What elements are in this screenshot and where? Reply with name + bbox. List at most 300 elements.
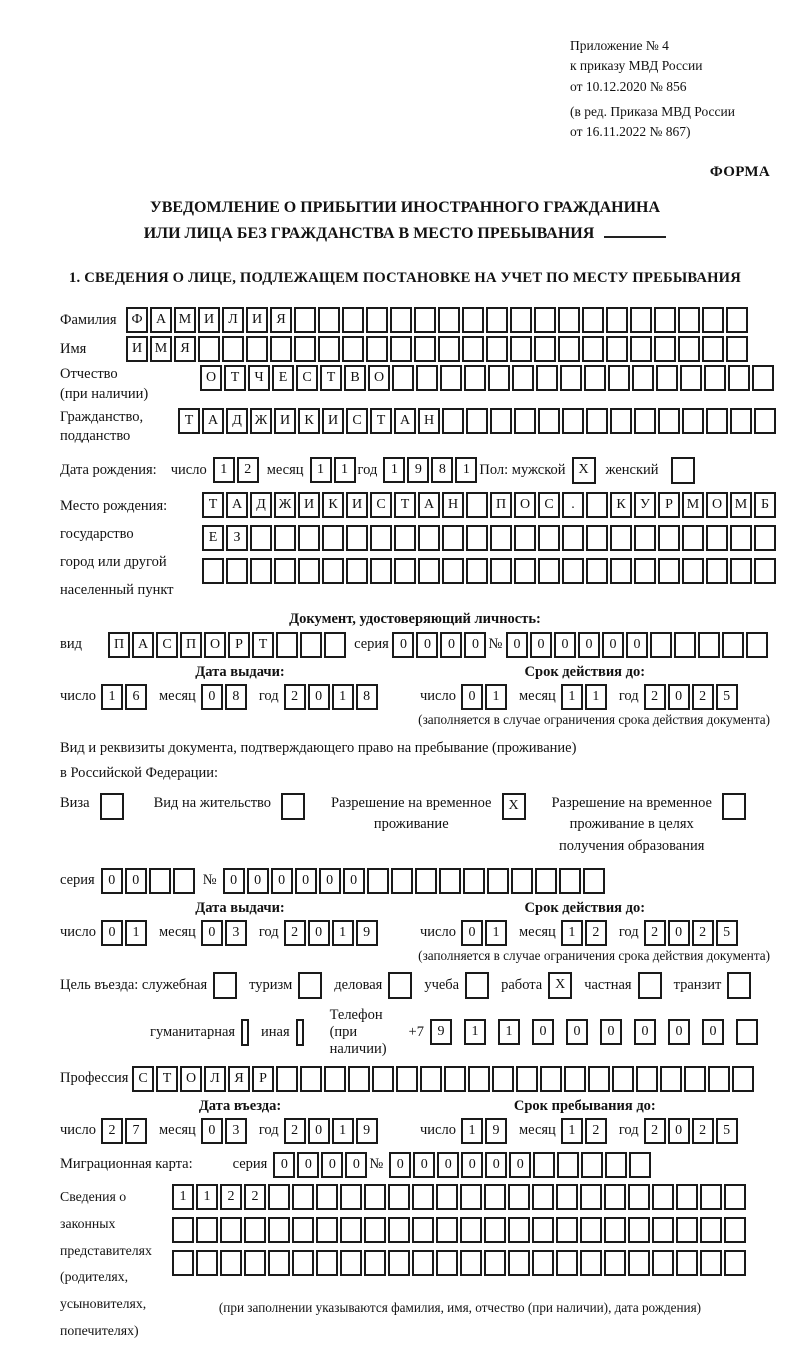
char-cell bbox=[682, 558, 704, 584]
name-label: Имя bbox=[60, 340, 87, 357]
char-cell bbox=[316, 1184, 338, 1210]
char-cell bbox=[412, 1217, 434, 1243]
char-cell: 0 bbox=[461, 684, 483, 710]
char-cell: 0 bbox=[295, 868, 317, 894]
char-cell bbox=[652, 1217, 674, 1243]
char-cell bbox=[342, 336, 364, 362]
name-cells bbox=[126, 336, 750, 362]
expiry-year-cells bbox=[644, 684, 740, 710]
phone-prefix: +7 bbox=[408, 1023, 424, 1040]
char-cell: 6 bbox=[125, 684, 147, 710]
char-cell bbox=[708, 1066, 730, 1092]
char-cell bbox=[348, 1066, 370, 1092]
char-cell: И bbox=[346, 492, 368, 518]
char-cell bbox=[580, 1250, 602, 1276]
char-cell bbox=[680, 365, 702, 391]
char-cell bbox=[652, 1250, 674, 1276]
char-cell: М bbox=[730, 492, 752, 518]
expiry-date-heading: Срок действия до: bbox=[524, 663, 646, 680]
char-cell bbox=[580, 1217, 602, 1243]
char-cell bbox=[630, 336, 652, 362]
char-cell bbox=[436, 1217, 458, 1243]
char-cell: 0 bbox=[125, 868, 147, 894]
sex-male-label: Пол: мужской bbox=[479, 461, 566, 478]
edu-permit-checkbox bbox=[722, 793, 746, 820]
sex-female-label: женский bbox=[605, 461, 659, 478]
char-cell bbox=[676, 1184, 698, 1210]
edu-permit-label: Разрешение на временное проживание в целях получения образования bbox=[551, 794, 712, 854]
char-cell bbox=[722, 632, 744, 658]
char-cell bbox=[460, 1217, 482, 1243]
char-cell: 1 bbox=[498, 1019, 520, 1045]
sex-female-checkbox bbox=[671, 457, 695, 484]
char-cell bbox=[728, 365, 750, 391]
char-cell: 0 bbox=[392, 632, 414, 658]
char-cell: 2 bbox=[101, 1118, 123, 1144]
char-cell: И bbox=[274, 408, 296, 434]
patronymic-label: Отчество (при наличии) bbox=[60, 366, 149, 402]
char-cell bbox=[700, 1184, 722, 1210]
char-cell bbox=[390, 336, 412, 362]
char-cell bbox=[586, 408, 608, 434]
char-cell: 1 bbox=[101, 684, 123, 710]
birthdate-label: Дата рождения: bbox=[60, 461, 157, 478]
char-cell: 0 bbox=[273, 1152, 295, 1178]
char-cell: 0 bbox=[668, 1118, 690, 1144]
char-cell: С bbox=[156, 632, 178, 658]
purpose-private-label: частная bbox=[584, 976, 632, 993]
representatives-label: Сведения о законных представителях (родителях, усыновителях, попечителях) bbox=[60, 1188, 152, 1339]
char-cell: С bbox=[370, 492, 392, 518]
char-cell bbox=[752, 365, 774, 391]
char-cell bbox=[511, 868, 533, 894]
char-cell bbox=[538, 525, 560, 551]
char-cell bbox=[534, 307, 556, 333]
char-cell bbox=[484, 1184, 506, 1210]
char-cell bbox=[274, 525, 296, 551]
annex-line: к приказу МВД России bbox=[570, 58, 703, 74]
char-cell: 0 bbox=[389, 1152, 411, 1178]
sex-male-checkbox: X bbox=[572, 457, 596, 484]
char-cell bbox=[558, 307, 580, 333]
purpose-work-label: работа bbox=[501, 976, 543, 993]
char-cell bbox=[322, 525, 344, 551]
char-cell: 0 bbox=[343, 868, 365, 894]
permit-issue-day-cells bbox=[101, 920, 149, 946]
char-cell bbox=[322, 558, 344, 584]
month-label: месяц bbox=[266, 461, 304, 478]
char-cell bbox=[580, 1184, 602, 1210]
stay-year-cells bbox=[644, 1118, 740, 1144]
char-cell: 8 bbox=[431, 457, 453, 483]
number-label: № bbox=[488, 636, 503, 653]
char-cell bbox=[588, 1066, 610, 1092]
char-cell: 5 bbox=[716, 684, 738, 710]
char-cell bbox=[604, 1217, 626, 1243]
char-cell bbox=[658, 525, 680, 551]
char-cell bbox=[462, 307, 484, 333]
purpose-transit-label: транзит bbox=[673, 976, 722, 993]
char-cell bbox=[610, 525, 632, 551]
char-cell: И bbox=[322, 408, 344, 434]
char-cell bbox=[250, 525, 272, 551]
char-cell: З bbox=[226, 525, 248, 551]
permit-series-cells bbox=[101, 868, 197, 894]
phone-cells bbox=[430, 1019, 770, 1045]
char-cell: Д bbox=[226, 408, 248, 434]
char-cell bbox=[316, 1217, 338, 1243]
char-cell bbox=[628, 1217, 650, 1243]
char-cell: Е bbox=[202, 525, 224, 551]
number-label: № bbox=[369, 1156, 384, 1173]
char-cell bbox=[300, 632, 322, 658]
char-cell: 0 bbox=[530, 632, 552, 658]
char-cell bbox=[700, 1250, 722, 1276]
char-cell bbox=[220, 1217, 242, 1243]
char-cell: 0 bbox=[464, 632, 486, 658]
form-title bbox=[40, 195, 770, 246]
char-cell bbox=[702, 336, 724, 362]
permit-type-row bbox=[60, 793, 770, 858]
char-cell bbox=[508, 1217, 530, 1243]
permit-expiry-year-cells bbox=[644, 920, 740, 946]
patronymic-row bbox=[60, 365, 770, 404]
char-cell: 2 bbox=[220, 1184, 242, 1210]
purpose-humanitarian-label: гуманитарная bbox=[150, 1023, 236, 1040]
char-cell bbox=[439, 868, 461, 894]
char-cell bbox=[149, 868, 171, 894]
purpose-tourism-checkbox bbox=[298, 972, 322, 999]
char-cell bbox=[396, 1066, 418, 1092]
char-cell: 2 bbox=[692, 684, 714, 710]
char-cell: 2 bbox=[692, 920, 714, 946]
edition-line: от 16.11.2022 № 867) bbox=[570, 124, 691, 139]
char-cell bbox=[557, 1152, 579, 1178]
char-cell bbox=[514, 558, 536, 584]
char-cell bbox=[416, 365, 438, 391]
title-line-2: ИЛИ ЛИЦА БЕЗ ГРАЖДАНСТВА В МЕСТО ПРЕБЫВАНИЯ bbox=[143, 224, 595, 242]
birthplace-row1-cells bbox=[202, 492, 778, 518]
char-cell bbox=[706, 408, 728, 434]
char-cell: 0 bbox=[532, 1019, 554, 1045]
surname-label: Фамилия bbox=[60, 311, 117, 328]
char-cell bbox=[324, 632, 346, 658]
char-cell: И bbox=[198, 307, 220, 333]
char-cell: Ж bbox=[274, 492, 296, 518]
char-cell bbox=[514, 408, 536, 434]
char-cell: 0 bbox=[461, 920, 483, 946]
char-cell: 0 bbox=[626, 632, 648, 658]
char-cell bbox=[294, 307, 316, 333]
migration-series-cells bbox=[273, 1152, 369, 1178]
char-cell bbox=[346, 558, 368, 584]
char-cell: О bbox=[200, 365, 222, 391]
char-cell bbox=[583, 868, 605, 894]
char-cell bbox=[562, 558, 584, 584]
char-cell: О bbox=[706, 492, 728, 518]
char-cell bbox=[394, 525, 416, 551]
char-cell bbox=[556, 1217, 578, 1243]
char-cell bbox=[516, 1066, 538, 1092]
char-cell bbox=[490, 525, 512, 551]
char-cell: Ф bbox=[126, 307, 148, 333]
char-cell: Я bbox=[174, 336, 196, 362]
char-cell bbox=[532, 1184, 554, 1210]
char-cell bbox=[682, 408, 704, 434]
char-cell: 0 bbox=[416, 632, 438, 658]
char-cell: 1 bbox=[172, 1184, 194, 1210]
char-cell bbox=[364, 1217, 386, 1243]
char-cell bbox=[702, 307, 724, 333]
char-cell bbox=[514, 525, 536, 551]
char-cell bbox=[270, 336, 292, 362]
entry-day-cells bbox=[101, 1118, 149, 1144]
char-cell: 1 bbox=[485, 920, 507, 946]
char-cell bbox=[650, 632, 672, 658]
char-cell: Я bbox=[228, 1066, 250, 1092]
char-cell: 0 bbox=[101, 920, 123, 946]
char-cell bbox=[466, 558, 488, 584]
char-cell: А bbox=[150, 307, 172, 333]
char-cell: Р bbox=[658, 492, 680, 518]
day-label: число bbox=[170, 461, 207, 478]
char-cell: 0 bbox=[602, 632, 624, 658]
purpose-private-checkbox bbox=[638, 972, 662, 999]
char-cell: Т bbox=[252, 632, 274, 658]
char-cell bbox=[652, 1184, 674, 1210]
char-cell: О bbox=[368, 365, 390, 391]
char-cell bbox=[538, 558, 560, 584]
char-cell: 1 bbox=[561, 1118, 583, 1144]
char-cell bbox=[538, 408, 560, 434]
char-cell: Н bbox=[418, 408, 440, 434]
char-cell: 1 bbox=[585, 684, 607, 710]
visa-checkbox bbox=[100, 793, 124, 820]
char-cell: 1 bbox=[461, 1118, 483, 1144]
char-cell: 7 bbox=[125, 1118, 147, 1144]
birth-month-cells bbox=[310, 457, 358, 483]
char-cell bbox=[730, 408, 752, 434]
char-cell: 5 bbox=[716, 920, 738, 946]
series-label: серия bbox=[60, 872, 95, 889]
char-cell: 1 bbox=[561, 684, 583, 710]
char-cell: 0 bbox=[247, 868, 269, 894]
char-cell bbox=[468, 1066, 490, 1092]
char-cell bbox=[726, 336, 748, 362]
char-cell: 2 bbox=[644, 1118, 666, 1144]
entry-purpose-row bbox=[60, 972, 770, 999]
char-cell: Р bbox=[228, 632, 250, 658]
char-cell bbox=[466, 492, 488, 518]
char-cell bbox=[196, 1250, 218, 1276]
char-cell bbox=[606, 336, 628, 362]
char-cell bbox=[324, 1066, 346, 1092]
representatives-cells bbox=[172, 1184, 748, 1316]
migration-number-cells bbox=[389, 1152, 653, 1178]
char-cell bbox=[746, 632, 768, 658]
char-cell: 0 bbox=[271, 868, 293, 894]
char-cell: К bbox=[298, 408, 320, 434]
char-cell bbox=[276, 1066, 298, 1092]
char-cell bbox=[512, 365, 534, 391]
char-cell bbox=[414, 336, 436, 362]
char-cell bbox=[540, 1066, 562, 1092]
char-cell bbox=[226, 558, 248, 584]
char-cell bbox=[559, 868, 581, 894]
char-cell bbox=[340, 1184, 362, 1210]
stay-doc-intro: Вид и реквизиты документа, подтверждающего право на пребывание (проживание) в Российской Федерации: bbox=[60, 739, 577, 782]
char-cell bbox=[586, 492, 608, 518]
char-cell bbox=[629, 1152, 651, 1178]
char-cell bbox=[634, 558, 656, 584]
char-cell bbox=[674, 632, 696, 658]
char-cell bbox=[636, 1066, 658, 1092]
name-row bbox=[60, 336, 770, 362]
char-cell bbox=[724, 1217, 746, 1243]
char-cell bbox=[510, 307, 532, 333]
char-cell bbox=[300, 1066, 322, 1092]
purpose-study-checkbox bbox=[465, 972, 489, 999]
char-cell bbox=[388, 1184, 410, 1210]
char-cell: 0 bbox=[578, 632, 600, 658]
char-cell: 0 bbox=[600, 1019, 622, 1045]
blank-underline bbox=[604, 236, 666, 238]
char-cell bbox=[364, 1250, 386, 1276]
permit-issue-year-cells bbox=[284, 920, 380, 946]
birth-year-cells bbox=[383, 457, 479, 483]
char-cell: 9 bbox=[407, 457, 429, 483]
stay-until-heading: Срок пребывания до: bbox=[513, 1097, 656, 1114]
char-cell bbox=[196, 1217, 218, 1243]
char-cell: 2 bbox=[284, 1118, 306, 1144]
char-cell bbox=[490, 558, 512, 584]
birthplace-row bbox=[60, 492, 770, 605]
char-cell: А bbox=[132, 632, 154, 658]
char-cell: 1 bbox=[464, 1019, 486, 1045]
char-cell: 2 bbox=[237, 457, 259, 483]
purpose-work-checkbox: X bbox=[548, 972, 572, 999]
char-cell: 0 bbox=[223, 868, 245, 894]
char-cell bbox=[535, 868, 557, 894]
char-cell bbox=[508, 1184, 530, 1210]
char-cell: Т bbox=[370, 408, 392, 434]
char-cell: И bbox=[246, 307, 268, 333]
char-cell bbox=[676, 1250, 698, 1276]
char-cell: 0 bbox=[440, 632, 462, 658]
char-cell bbox=[754, 558, 776, 584]
series-label: серия bbox=[354, 636, 389, 653]
char-cell bbox=[704, 365, 726, 391]
expiry-day-cells bbox=[461, 684, 509, 710]
char-cell: 1 bbox=[332, 1118, 354, 1144]
char-cell: М bbox=[682, 492, 704, 518]
birthplace-cells bbox=[202, 492, 778, 591]
char-cell: Т bbox=[178, 408, 200, 434]
issue-year-cells bbox=[284, 684, 380, 710]
char-cell: 0 bbox=[437, 1152, 459, 1178]
char-cell bbox=[250, 558, 272, 584]
char-cell: 0 bbox=[668, 920, 690, 946]
char-cell bbox=[676, 1217, 698, 1243]
char-cell bbox=[370, 525, 392, 551]
char-cell: 0 bbox=[413, 1152, 435, 1178]
char-cell bbox=[460, 1250, 482, 1276]
char-cell: Я bbox=[270, 307, 292, 333]
char-cell bbox=[420, 1066, 442, 1092]
purpose-transit-checkbox bbox=[727, 972, 751, 999]
char-cell: А bbox=[394, 408, 416, 434]
char-cell bbox=[370, 558, 392, 584]
char-cell bbox=[202, 558, 224, 584]
char-cell: 2 bbox=[644, 920, 666, 946]
char-cell bbox=[418, 525, 440, 551]
representatives-row2-cells bbox=[172, 1217, 748, 1243]
section1-heading: 1. СВЕДЕНИЯ О ЛИЦЕ, ПОДЛЕЖАЩЕМ ПОСТАНОВКЕ НА УЧЕТ ПО МЕСТУ ПРЕБЫВАНИЯ bbox=[69, 270, 741, 287]
purpose-official-checkbox bbox=[213, 972, 237, 999]
profession-label: Профессия bbox=[60, 1069, 129, 1086]
char-cell: 2 bbox=[585, 920, 607, 946]
char-cell bbox=[412, 1250, 434, 1276]
char-cell bbox=[391, 868, 413, 894]
char-cell: Т bbox=[224, 365, 246, 391]
permit-issue-heading: Дата выдачи: bbox=[195, 899, 285, 916]
char-cell: 0 bbox=[668, 1019, 690, 1045]
char-cell: Т bbox=[156, 1066, 178, 1092]
char-cell: 9 bbox=[356, 920, 378, 946]
char-cell bbox=[292, 1217, 314, 1243]
char-cell: 0 bbox=[668, 684, 690, 710]
char-cell: 2 bbox=[244, 1184, 266, 1210]
citizenship-row bbox=[60, 408, 770, 447]
char-cell bbox=[268, 1184, 290, 1210]
char-cell: О bbox=[204, 632, 226, 658]
char-cell bbox=[730, 525, 752, 551]
char-cell bbox=[658, 558, 680, 584]
char-cell bbox=[292, 1184, 314, 1210]
char-cell bbox=[298, 525, 320, 551]
char-cell bbox=[436, 1184, 458, 1210]
expiry-month-cells bbox=[561, 684, 609, 710]
surname-cells bbox=[126, 307, 750, 333]
char-cell bbox=[442, 408, 464, 434]
char-cell: М bbox=[150, 336, 172, 362]
char-cell: 0 bbox=[297, 1152, 319, 1178]
char-cell bbox=[632, 365, 654, 391]
char-cell bbox=[268, 1250, 290, 1276]
char-cell: 9 bbox=[485, 1118, 507, 1144]
char-cell bbox=[388, 1250, 410, 1276]
form-label: ФОРМА bbox=[709, 164, 770, 181]
char-cell: 0 bbox=[345, 1152, 367, 1178]
residence-permit-checkbox bbox=[281, 793, 305, 820]
edu-permit-item bbox=[552, 793, 748, 858]
edition-line: (в ред. Приказа МВД России bbox=[570, 103, 735, 119]
char-cell bbox=[316, 1250, 338, 1276]
char-cell: 1 bbox=[455, 457, 477, 483]
entry-purpose-row2 bbox=[150, 1007, 770, 1058]
migration-card-row bbox=[60, 1152, 770, 1178]
char-cell bbox=[442, 525, 464, 551]
char-cell: 0 bbox=[566, 1019, 588, 1045]
char-cell bbox=[294, 336, 316, 362]
number-label: № bbox=[202, 872, 217, 889]
char-cell bbox=[562, 525, 584, 551]
char-cell bbox=[274, 558, 296, 584]
temp-permit-item bbox=[331, 793, 527, 837]
permit-expiry-day-cells bbox=[461, 920, 509, 946]
char-cell: 1 bbox=[383, 457, 405, 483]
char-cell: Т bbox=[202, 492, 224, 518]
